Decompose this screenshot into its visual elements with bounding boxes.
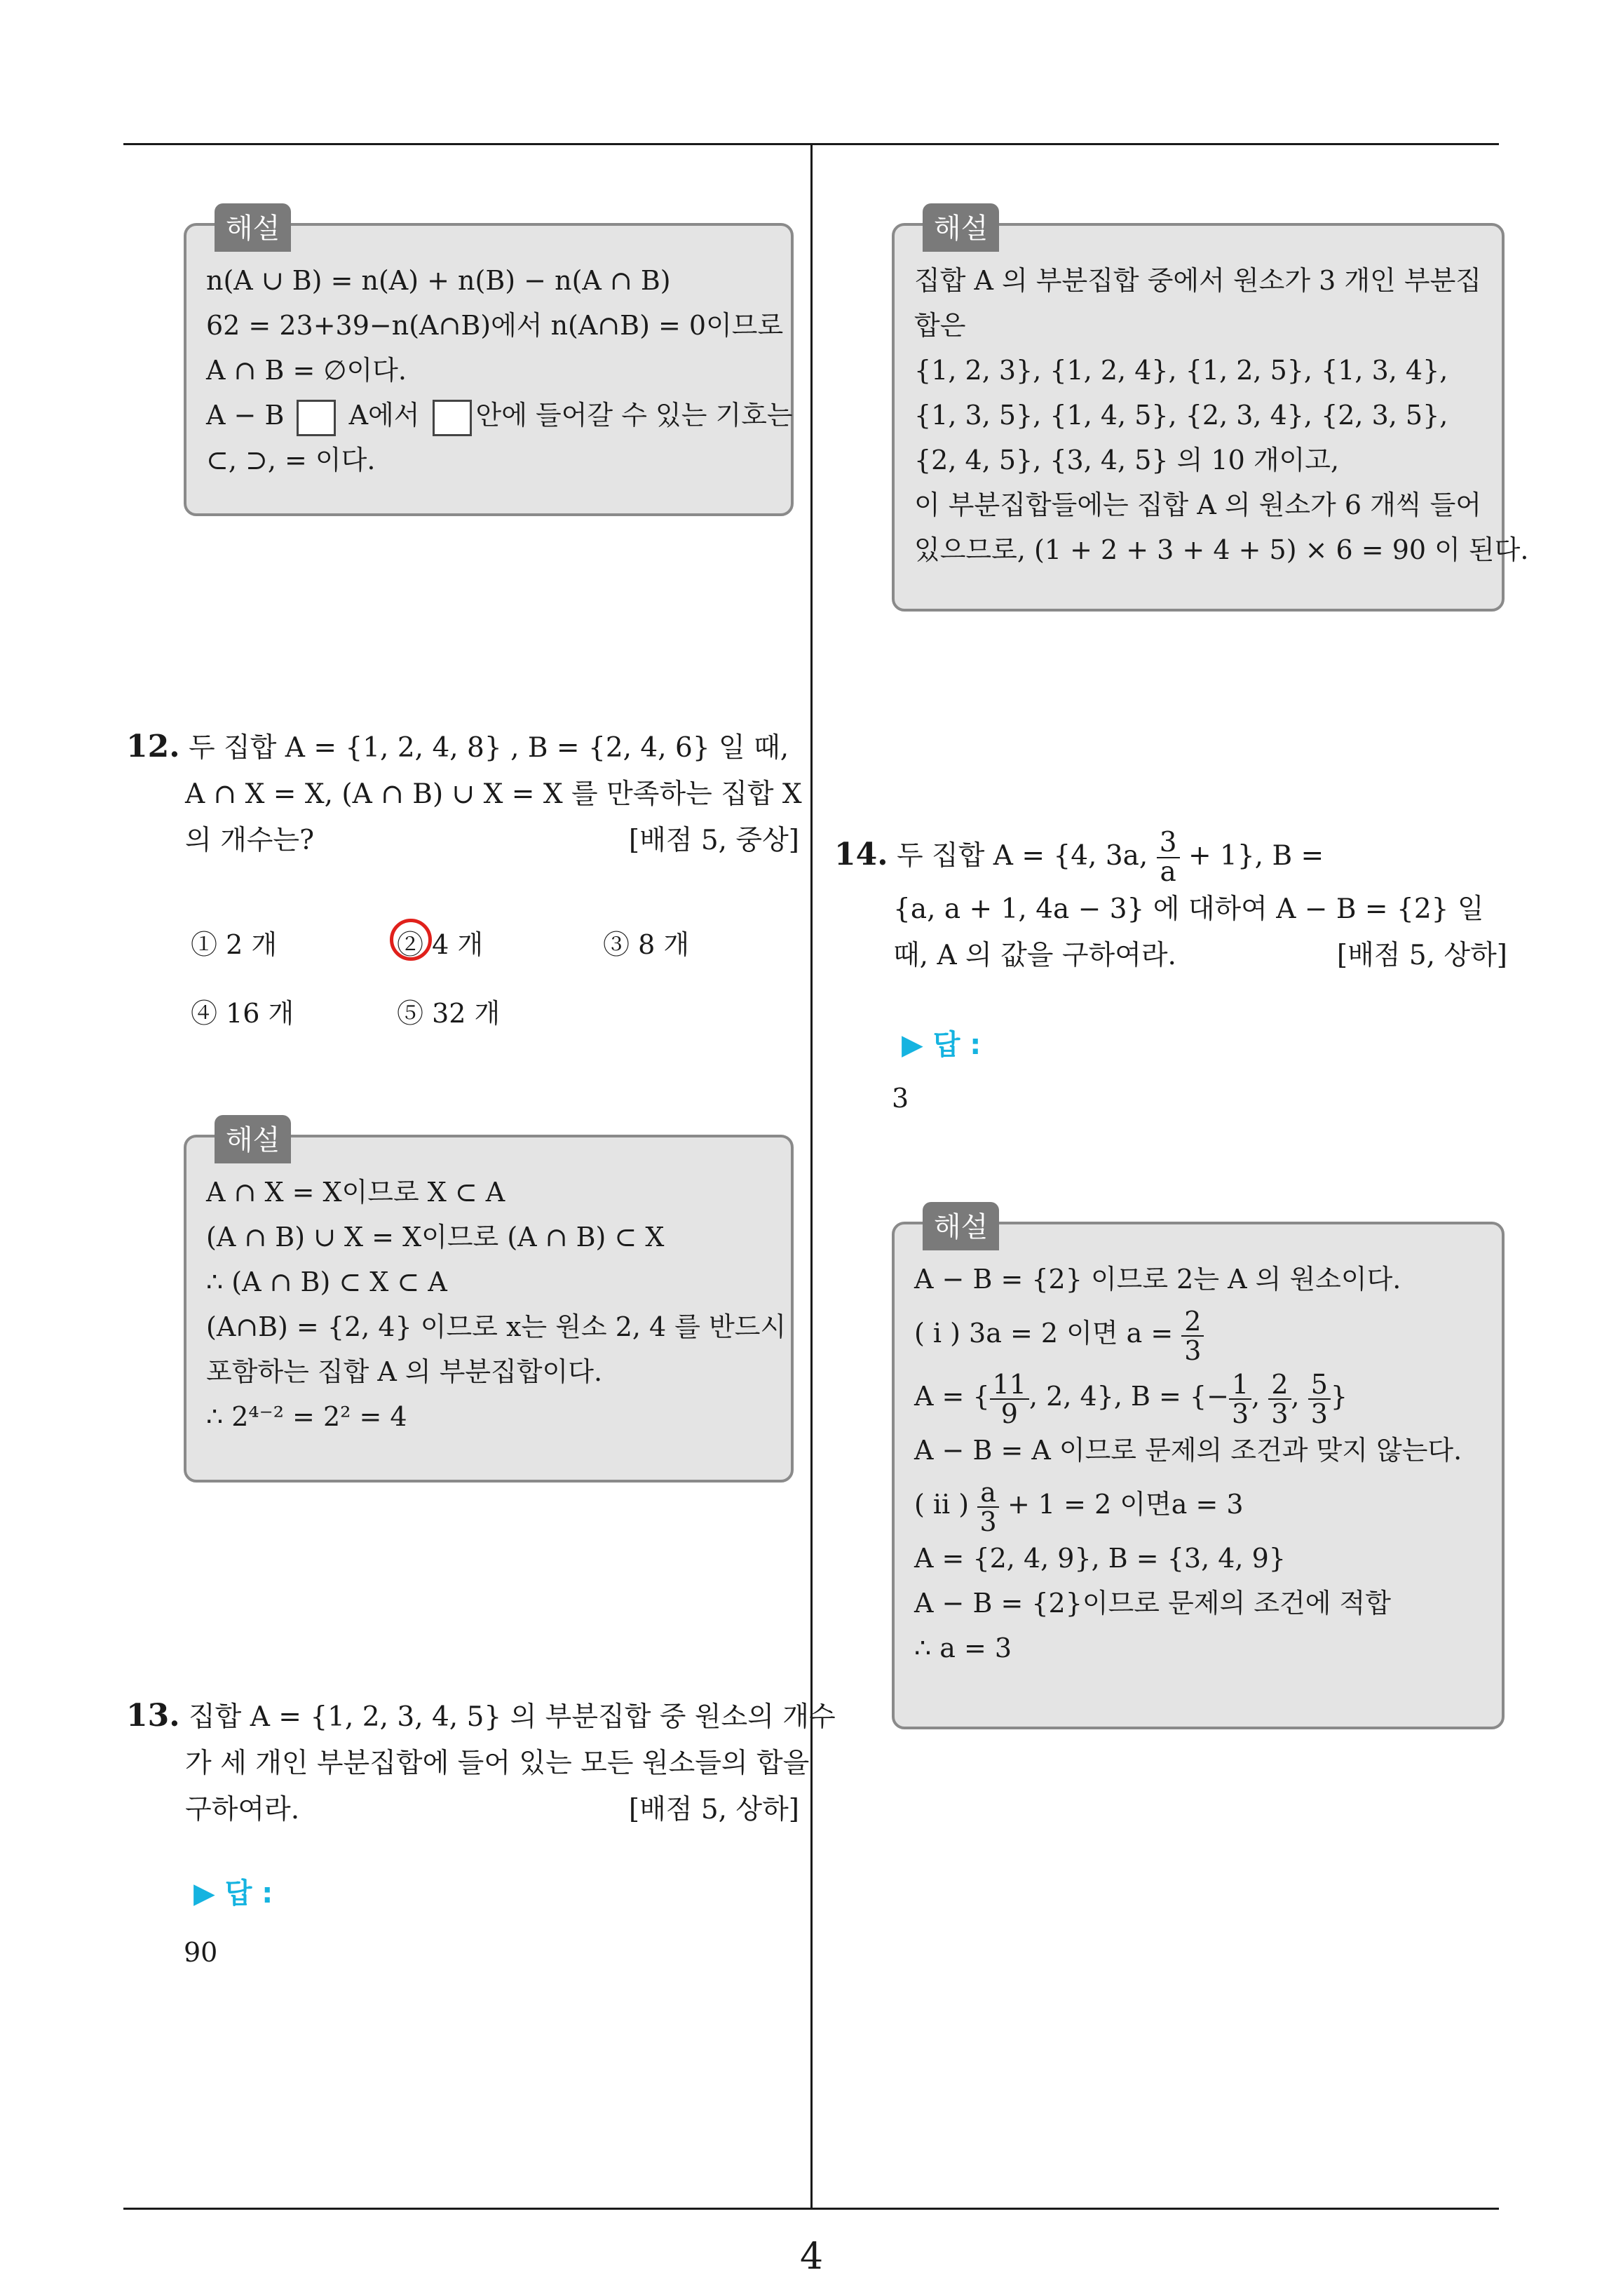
question-text: 집합 A = {1, 2, 3, 4, 5} 의 부분집합 중 원소의 개수	[188, 1701, 836, 1733]
fraction-denominator: 3	[1271, 1398, 1289, 1429]
solution-text: , 2, 4}, B = {−	[1028, 1381, 1229, 1412]
solution-line	[914, 1473, 1481, 1536]
fraction-numerator: 2	[1268, 1370, 1291, 1400]
score-label: [배점 5, 중상]	[628, 825, 799, 856]
fraction-numerator: 3	[1157, 829, 1180, 858]
solution-text: A에서	[348, 400, 420, 431]
option-5[interactable]: ⑤ 32 개	[397, 998, 501, 1029]
option-4[interactable]: ④ 16 개	[191, 998, 294, 1029]
solution-box	[184, 1124, 794, 1483]
question-14	[834, 829, 1507, 979]
fraction-numerator: 2	[1181, 1307, 1204, 1337]
fraction-numerator: 1	[1229, 1370, 1251, 1400]
selected-answer-circle	[390, 919, 432, 961]
fraction	[1268, 1370, 1291, 1428]
question-text: 두 집합 A = {4, 3a,	[896, 840, 1148, 872]
solution-line: 포함하는 집합 A 의 부분집합이다.	[206, 1356, 603, 1387]
solution-line	[914, 1365, 1481, 1428]
answer-value: 90	[184, 1937, 218, 1968]
solution-line: 이 부분집합들에는 집합 A 의 원소가 6 개씩 들어	[914, 489, 1481, 520]
fraction	[1157, 829, 1180, 886]
fraction-denominator: 3	[979, 1506, 997, 1537]
solution-line: {2, 4, 5}, {3, 4, 5} 의 10 개이고,	[914, 445, 1340, 475]
solution-tag: 해설	[215, 203, 291, 252]
fraction	[990, 1370, 1029, 1428]
question-13	[126, 1693, 836, 1833]
fraction-numerator: 11	[990, 1370, 1029, 1400]
solution-line: A ∩ X = X이므로 X ⊂ A	[206, 1177, 505, 1208]
answer-value: 3	[892, 1083, 909, 1114]
fraction	[1181, 1307, 1204, 1365]
question-text: A ∩ X = X, (A ∩ B) ∪ X = X 를 만족하는 집합 X	[185, 778, 802, 810]
solution-line: 합은	[914, 310, 966, 341]
question-text: 가 세 개인 부분집합에 들어 있는 모든 원소들의 합을	[185, 1748, 810, 1779]
question-text: 구하여라.	[185, 1794, 300, 1825]
question-text: {a, a + 1, 4a − 3} 에 대하여 A − B = {2} 일	[893, 893, 1484, 925]
blank-square	[297, 400, 336, 436]
solution-box	[184, 212, 794, 516]
question-12	[126, 724, 802, 864]
answer-label: ▶ 답 :	[193, 1877, 273, 1910]
solution-box	[892, 1211, 1505, 1729]
solution-line: A − B = {2}이므로 문제의 조건에 적합	[914, 1588, 1391, 1619]
solution-tag: 해설	[923, 203, 999, 252]
fraction	[977, 1478, 999, 1536]
option-3[interactable]: ③ 8 개	[603, 929, 690, 960]
question-number: 14.	[834, 837, 888, 872]
solution-line: A − B = A 이므로 문제의 조건과 맞지 않는다.	[914, 1435, 1462, 1466]
column-divider	[810, 144, 813, 2209]
solution-line: {1, 2, 3}, {1, 2, 4}, {1, 2, 5}, {1, 3, 4},	[914, 355, 1448, 386]
solution-text: A − B	[206, 400, 285, 431]
solution-text: 안에 들어갈 수 있는 기호는	[475, 400, 793, 431]
solution-line	[914, 1302, 1481, 1365]
fraction-denominator: 9	[1000, 1398, 1018, 1429]
solution-line: ∴ 2⁴⁻² = 2² = 4	[206, 1401, 407, 1432]
solution-text: + 1 = 2 이면a = 3	[1007, 1489, 1244, 1520]
solution-text: ( i ) 3a = 2 이면 a =	[914, 1318, 1174, 1349]
solution-line: ⊂, ⊃, = 이다.	[206, 445, 376, 475]
question-text: + 1}, B =	[1188, 840, 1324, 872]
fraction-denominator: 3	[1310, 1398, 1328, 1429]
solution-line: n(A ∪ B) = n(A) + n(B) − n(A ∩ B)	[206, 265, 671, 296]
score-label: [배점 5, 상하]	[1336, 940, 1507, 971]
fraction	[1308, 1370, 1331, 1428]
solution-line: A = {2, 4, 9}, B = {3, 4, 9}	[914, 1543, 1286, 1574]
solution-line: A ∩ B = ∅이다.	[206, 355, 407, 386]
solution-line: A − B = {2} 이므로 2는 A 의 원소이다.	[914, 1264, 1401, 1295]
solution-tag: 해설	[923, 1202, 999, 1250]
bottom-rule	[123, 2208, 1499, 2210]
fraction-numerator: 5	[1308, 1370, 1331, 1400]
option-1[interactable]: ① 2 개	[191, 929, 278, 960]
solution-box	[892, 212, 1529, 612]
solution-line: (A∩B) = {2, 4} 이므로 x는 원소 2, 4 를 반드시	[206, 1311, 787, 1342]
fraction-denominator: a	[1160, 856, 1176, 888]
score-label: [배점 5, 상하]	[628, 1794, 799, 1825]
blank-square	[433, 400, 472, 436]
solution-line: (A ∩ B) ∪ X = X이므로 (A ∩ B) ⊂ X	[206, 1222, 665, 1252]
solution-line: {1, 3, 5}, {1, 4, 5}, {2, 3, 4}, {2, 3, 5},	[914, 400, 1448, 431]
question-number: 12.	[126, 729, 180, 764]
fraction-denominator: 3	[1184, 1335, 1202, 1366]
fraction-denominator: 3	[1231, 1398, 1249, 1429]
question-number: 13.	[126, 1698, 180, 1734]
solution-line: 62 = 23+39−n(A∩B)에서 n(A∩B) = 0이므로	[206, 310, 784, 341]
question-text: 때, A 의 값을 구하여라.	[893, 940, 1176, 971]
solution-line: ∴ a = 3	[914, 1633, 1012, 1663]
solution-text: ,	[1291, 1381, 1300, 1412]
answer-label: ▶ 답 :	[902, 1029, 982, 1061]
page-number: 4	[799, 2236, 824, 2278]
fraction	[1229, 1370, 1251, 1428]
solution-line: 집합 A 의 부분집합 중에서 원소가 3 개인 부분집	[914, 265, 1481, 296]
solution-line	[206, 393, 793, 438]
fraction-numerator: a	[977, 1478, 999, 1508]
solution-text: }	[1330, 1381, 1348, 1412]
solution-text: ( ii )	[914, 1489, 970, 1520]
option-2[interactable]: ② 4 개	[397, 929, 484, 960]
solution-text: ,	[1251, 1381, 1261, 1412]
solution-tag: 해설	[215, 1115, 291, 1163]
solution-line: 있으므로, (1 + 2 + 3 + 4 + 5) × 6 = 90 이 된다.	[914, 534, 1529, 565]
solution-text: A = {	[914, 1381, 990, 1412]
solution-line: ∴ (A ∩ B) ⊂ X ⊂ A	[206, 1267, 447, 1297]
question-text: 의 개수는?	[185, 825, 315, 856]
question-text: 두 집합 A = {1, 2, 4, 8} , B = {2, 4, 6} 일 때,	[188, 732, 789, 764]
